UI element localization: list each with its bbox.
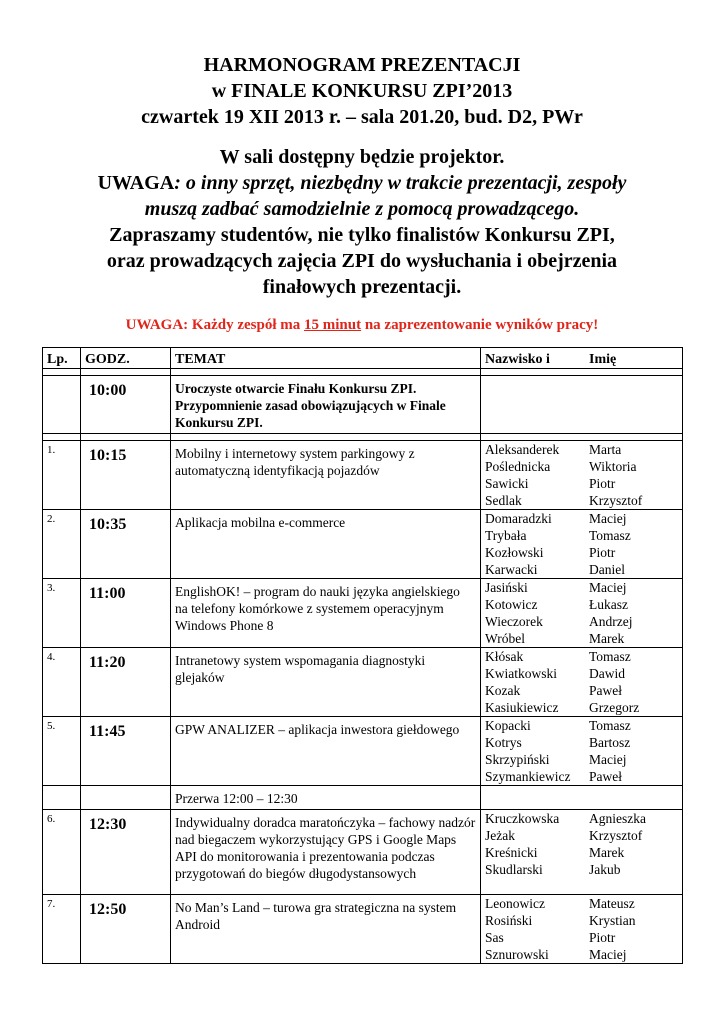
projector-notice: W sali dostępny będzie projektor. bbox=[219, 146, 505, 168]
member-surname: Kopacki bbox=[485, 718, 531, 733]
warning-after: na zaprezentowanie wyników pracy! bbox=[361, 317, 599, 333]
row-members bbox=[481, 510, 683, 579]
schedule-row bbox=[43, 441, 683, 510]
member-surname: Sznurowski bbox=[485, 947, 549, 962]
member-firstname: Maciej bbox=[589, 511, 627, 526]
member-surname: Leonowicz bbox=[485, 896, 545, 911]
row-time: 11:00 bbox=[81, 579, 171, 648]
opening-names bbox=[481, 376, 683, 434]
member-surname: Kotrys bbox=[485, 735, 522, 750]
member-firstname: Paweł bbox=[589, 769, 622, 784]
member-firstname: Krzysztof bbox=[589, 493, 643, 508]
schedule-row bbox=[43, 510, 683, 579]
schedule-row bbox=[43, 579, 683, 648]
row-members bbox=[481, 579, 683, 648]
member-firstname: Jakub bbox=[589, 862, 621, 877]
uwaga-label: UWAGA bbox=[97, 172, 175, 194]
uwaga-text-2: muszą zadbać samodzielnie z pomocą prowadzącego. bbox=[144, 198, 580, 220]
member-firstname: Mateusz bbox=[589, 896, 635, 911]
member-surname: Sas bbox=[485, 930, 504, 945]
row-topic: Mobilny i internetowy system parkingowy z automatyczną identyfikacją pojazdów bbox=[171, 441, 481, 510]
row-topic: GPW ANALIZER – aplikacja inwestora giełdowego bbox=[171, 717, 481, 786]
member-firstname: Piotr bbox=[589, 545, 616, 560]
member-firstname: Grzegorz bbox=[589, 700, 640, 715]
invite-line-1: Zapraszamy studentów, nie tylko finalistów Konkursu ZPI, bbox=[109, 224, 615, 246]
row-time: 12:50 bbox=[81, 895, 171, 964]
title-line-1: HARMONOGRAM PREZENTACJI bbox=[203, 54, 521, 76]
row-topic: Intranetowy system wspomagania diagnostyki glejaków bbox=[171, 648, 481, 717]
member-surname: Aleksanderek bbox=[485, 442, 560, 457]
member-firstname: Wiktoria bbox=[589, 459, 637, 474]
member-surname: Kozłowski bbox=[485, 545, 544, 560]
member-surname: Karwacki bbox=[485, 562, 538, 577]
member-firstname: Łukasz bbox=[589, 597, 628, 612]
warning-before: UWAGA: Każdy zespół ma bbox=[125, 317, 304, 333]
member-firstname: Tomasz bbox=[589, 649, 631, 664]
member-surname: Wróbel bbox=[485, 631, 525, 646]
uwaga-line-1 bbox=[0, 170, 724, 196]
row-time: 11:20 bbox=[81, 648, 171, 717]
opening-time: 10:00 bbox=[81, 376, 171, 434]
row-number: 4. bbox=[43, 648, 81, 717]
table-header-row bbox=[43, 348, 683, 369]
member-surname: Kwiatkowski bbox=[485, 666, 557, 681]
row-members bbox=[481, 648, 683, 717]
opening-row bbox=[43, 376, 683, 434]
schedule-row bbox=[43, 810, 683, 895]
header-lp: Lp. bbox=[43, 348, 81, 369]
member-firstname: Paweł bbox=[589, 683, 622, 698]
member-surname: Kasiukiewicz bbox=[485, 700, 559, 715]
member-surname: Pośledniсka bbox=[485, 459, 551, 474]
member-surname: Wieczorek bbox=[485, 614, 543, 629]
member-firstname: Daniel bbox=[589, 562, 625, 577]
member-surname: Rosiński bbox=[485, 913, 533, 928]
row-members bbox=[481, 810, 683, 895]
member-surname: Kreśnicki bbox=[485, 845, 538, 860]
member-surname: Skudlarski bbox=[485, 862, 543, 877]
schedule-row bbox=[43, 895, 683, 964]
break-row bbox=[43, 786, 683, 810]
row-time: 11:45 bbox=[81, 717, 171, 786]
member-firstname: Andrzej bbox=[589, 614, 633, 629]
notice-block bbox=[0, 144, 724, 300]
member-surname: Skrzypiński bbox=[485, 752, 550, 767]
member-firstname: Dawid bbox=[589, 666, 625, 681]
member-surname: Trybała bbox=[485, 528, 527, 543]
header-surname: Nazwisko i bbox=[485, 352, 550, 367]
spacer-row bbox=[43, 434, 683, 441]
row-number: 3. bbox=[43, 579, 81, 648]
row-number: 5. bbox=[43, 717, 81, 786]
uwaga-text-1: : o inny sprzęt, niezbędny w trakcie prezentacji, zespoły bbox=[174, 172, 627, 194]
row-number: 1. bbox=[43, 441, 81, 510]
row-members bbox=[481, 441, 683, 510]
header-names bbox=[481, 348, 683, 369]
member-firstname: Maciej bbox=[589, 947, 627, 962]
member-surname: Jasiński bbox=[485, 580, 528, 595]
break-text: Przerwa 12:00 – 12:30 bbox=[171, 786, 481, 810]
member-firstname: Marta bbox=[589, 442, 622, 457]
member-surname: Kozak bbox=[485, 683, 521, 698]
schedule-row bbox=[43, 717, 683, 786]
row-number: 2. bbox=[43, 510, 81, 579]
row-time: 10:15 bbox=[81, 441, 171, 510]
member-firstname: Marek bbox=[589, 631, 625, 646]
row-topic: EnglishOK! – program do nauki języka angielskiego na telefony komórkowe z systemem operacyjnym Windows Phone 8 bbox=[171, 579, 481, 648]
member-firstname: Krystian bbox=[589, 913, 636, 928]
member-surname: Kruczkowska bbox=[485, 811, 560, 826]
invite-line-2: oraz prowadzących zajęcia ZPI do wysłuchania i obejrzenia bbox=[106, 250, 618, 272]
member-firstname: Agnieszka bbox=[589, 811, 646, 826]
member-surname: Szymankiewicz bbox=[485, 769, 571, 784]
member-surname: Jeżak bbox=[485, 828, 515, 843]
row-members bbox=[481, 895, 683, 964]
row-topic: No Man’s Land – turowa gra strategiczna na system Android bbox=[171, 895, 481, 964]
opening-topic: Uroczyste otwarcie Finału Konkursu ZPI. Przypomnienie zasad obowiązujących w Finale Konkursu ZPI. bbox=[171, 376, 481, 434]
title-line-2: w FINALE KONKURSU ZPI’2013 bbox=[211, 80, 513, 102]
member-surname: Domaradzki bbox=[485, 511, 552, 526]
member-surname: Sawicki bbox=[485, 476, 529, 491]
row-members bbox=[481, 717, 683, 786]
member-surname: Kotowicz bbox=[485, 597, 538, 612]
member-firstname: Bartosz bbox=[589, 735, 631, 750]
member-firstname: Krzysztof bbox=[589, 828, 643, 843]
member-firstname: Maciej bbox=[589, 580, 627, 595]
member-firstname: Marek bbox=[589, 845, 625, 860]
spacer-row bbox=[43, 369, 683, 376]
title-line-3: czwartek 19 XII 2013 r. – sala 201.20, bud. D2, PWr bbox=[141, 106, 583, 128]
member-firstname: Maciej bbox=[589, 752, 627, 767]
header-topic: TEMAT bbox=[171, 348, 481, 369]
member-firstname: Piotr bbox=[589, 930, 616, 945]
member-surname: Kłósak bbox=[485, 649, 524, 664]
member-firstname: Tomasz bbox=[589, 718, 631, 733]
schedule-table bbox=[42, 347, 683, 964]
member-firstname: Piotr bbox=[589, 476, 616, 491]
row-time: 12:30 bbox=[81, 810, 171, 895]
member-surname: Sedlak bbox=[485, 493, 522, 508]
row-number: 7. bbox=[43, 895, 81, 964]
row-topic: Aplikacja mobilna e-commerce bbox=[171, 510, 481, 579]
schedule-row bbox=[43, 648, 683, 717]
time-limit-warning bbox=[0, 315, 724, 335]
header-time: GODZ. bbox=[81, 348, 171, 369]
warning-highlight: 15 minut bbox=[304, 317, 362, 333]
row-topic: Indywidualny doradca maratończyka – fachowy nadzór nad biegaczem wykorzystujący GPS i Google Maps API do monitorowania i prezentowania podczas przygotowań do biegów długodystansowych bbox=[171, 810, 481, 895]
member-firstname: Tomasz bbox=[589, 528, 631, 543]
opening-lp bbox=[43, 376, 81, 434]
invite-line-3: finałowych prezentacji. bbox=[262, 276, 462, 298]
title-block bbox=[0, 52, 724, 130]
row-number: 6. bbox=[43, 810, 81, 895]
header-firstname: Imię bbox=[589, 352, 617, 367]
row-time: 10:35 bbox=[81, 510, 171, 579]
